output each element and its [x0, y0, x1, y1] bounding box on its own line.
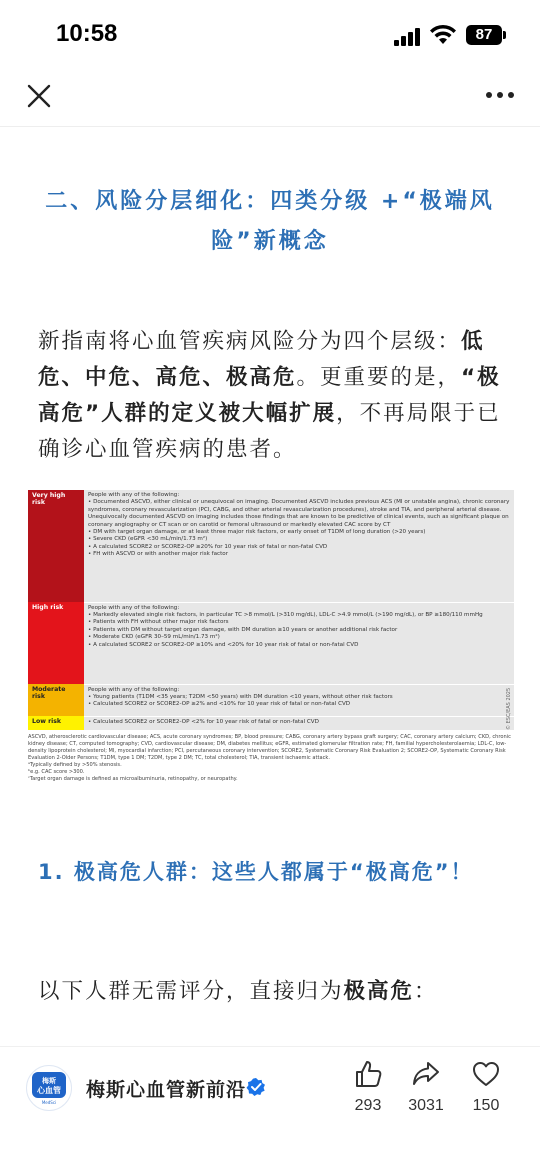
risk-description — [84, 490, 514, 602]
risk-item: • A calculated SCORE2 or SCORE2-OP ≥20% for 10 year risk of fatal or non-fatal CVD — [88, 543, 328, 550]
risk-item: • Calculated SCORE2 or SCORE2-OP ≥2% and <10% for 10 year risk of fatal or non-fatal CVD — [88, 701, 351, 708]
copyright-watermark: © ESC/EAS 2025 — [506, 687, 512, 730]
risk-row-high — [28, 602, 514, 684]
intro-paragraph — [38, 324, 508, 468]
risk-category: Moderate risk — [28, 684, 84, 716]
nav-divider — [0, 126, 540, 127]
risk-header: People with any of the following: — [88, 492, 180, 498]
table-footnotes — [28, 734, 514, 783]
footnote: ASCVD, atherosclerotic cardiovascular disease; ACS, acute coronary syndromes; BP, blood pressure; CABG, coronary artery bypass graft surgery; CAC, coronary artery calcium; CKD, chronic kidney disease; CT, computed tomography; CVD, cardiovascular disease; DM, diabetes mellitus; eGFR, estimated glomerular filtration rate; FH, familial hypercholesterolaemia; LDL-C, low-density lipoprotein cholesterol; MI, myocardial infarction; PCI, percutaneous coronary intervention; SCORE2, Systematic Coronary Risk Evaluation 2; SCORE2-OP, Systematic Coronary Risk Evaluation 2-Older Persons; T1DM, type 1 DM; T2DM, type 2 DM; TC, total cholesterol; TIA, transient ischaemic attack. — [28, 734, 511, 761]
risk-category: High risk — [28, 602, 84, 684]
risk-item: • Patients with FH without other major risk factors — [88, 619, 229, 626]
para-highlight: “极高危”人群的定义被大幅扩展 — [38, 365, 501, 426]
footnote: ᵃTypically defined by >50% stenosis. — [28, 762, 122, 768]
verified-badge-icon — [246, 1077, 266, 1097]
risk-row-moderate — [28, 684, 514, 716]
risk-item: • Patients with DM without target organ damage, with DM duration ≥10 years or another additional risk factor — [88, 626, 398, 633]
risk-description — [84, 716, 514, 730]
footnote: ᵇe.g. CAC score >300. — [28, 769, 85, 775]
para2-text: 以下人群无需评分，直接归为 — [38, 979, 344, 1004]
risk-item: • A calculated SCORE2 or SCORE2-OP ≥10% and <20% for 10 year risk of fatal or non-fatal CVD — [88, 641, 359, 648]
risk-item: • Markedly elevated single risk factors, in particular TC >8 mmol/L (>310 mg/dL), LDL-C >4.9 mmol/L (>190 mg/dL), or BP ≥180/110 mmHg — [88, 611, 483, 618]
bottom-action-bar — [0, 1046, 540, 1169]
share-arrow-icon — [411, 1059, 441, 1089]
battery-indicator: 87 — [466, 25, 502, 45]
risk-table — [28, 490, 514, 731]
risk-item: • Documented ASCVD, either clinical or unequivocal on imaging. Documented ASCVD includes previous ACS (MI or unstable angina), chronic coronary syndromes, coronary revascularization (PCI, CABG, and other arterial revascularization procedures), stroke and TIA, and peripheral arterial disease. Unequivocally documented ASCVD on imaging includes those findings that are known to be predictive of clinical events, such as significant plaque on coronary angiography or CT scan or on carotid or femoral ultrasound or markedly elevated CAC score by CT — [88, 499, 510, 528]
share-count: 3031 — [408, 1097, 444, 1114]
favorite-count: 150 — [472, 1097, 500, 1114]
share-button[interactable] — [396, 1059, 456, 1115]
logo-line2: 心血管 — [37, 1086, 61, 1095]
favorite-button[interactable] — [456, 1059, 516, 1115]
logo-line1: 梅斯 — [42, 1077, 56, 1085]
risk-item: • Calculated SCORE2 or SCORE2-OP <2% for 10 year risk of fatal or non-fatal CVD — [88, 718, 319, 725]
risk-levels: 低危、中危、高危、极高危 — [38, 329, 485, 390]
para2-end: ： — [414, 979, 438, 1004]
logo-line3: MedSci — [41, 1100, 57, 1105]
risk-row-low — [28, 716, 514, 730]
heart-icon — [471, 1059, 501, 1089]
risk-row-very-high — [28, 490, 514, 602]
risk-header: People with any of the following: — [88, 604, 180, 611]
risk-item: • Young patients (T1DM <35 years; T2DM <50 years) with DM duration <10 years, without other risk factors — [88, 693, 393, 700]
para-mid: 。更重要的是， — [296, 365, 462, 390]
risk-header: People with any of the following: — [88, 686, 180, 693]
status-time: 10:58 — [56, 20, 118, 47]
logo-badge — [32, 1072, 66, 1098]
thumbs-up-icon — [353, 1059, 383, 1089]
risk-item: • DM with target organ damage, or at least three major risk factors, or early onset of T1DM of long duration (>20 years) — [88, 529, 426, 536]
account-avatar[interactable] — [26, 1065, 72, 1111]
paragraph-2 — [38, 976, 508, 1008]
like-button[interactable] — [338, 1059, 398, 1115]
account-name[interactable]: 梅斯心血管新前沿 — [86, 1079, 247, 1101]
risk-category: Low risk — [28, 716, 84, 730]
risk-item: • FH with ASCVD or with another major risk factor — [88, 551, 229, 558]
risk-description — [84, 602, 514, 684]
status-bar — [0, 0, 540, 72]
risk-description — [84, 684, 514, 716]
para-intro: 新指南将心血管疾病风险分为四个层级： — [38, 329, 462, 354]
more-icon[interactable] — [486, 92, 516, 100]
like-count: 293 — [354, 1097, 382, 1114]
footnote: ᶜTarget organ damage is defined as microalbuminuria, retinopathy, or neuropathy. — [28, 776, 238, 782]
para-end: ，不再局限于已确诊心血管疾病的患者。 — [38, 401, 501, 462]
subheading: 1. 极高危人群：这些人都属于“极高危”！ — [38, 860, 474, 884]
top-nav — [0, 72, 540, 124]
cellular-signal-icon — [394, 28, 422, 46]
wifi-icon — [429, 24, 457, 46]
section-title: 二、风险分层细化：四类分级 +“极端风险”新概念 — [45, 189, 495, 254]
risk-category-table-image[interactable] — [28, 490, 514, 796]
risk-item: • Severe CKD (eGFR <30 mL/min/1.73 m²) — [88, 536, 208, 543]
risk-item: • Moderate CKD (eGFR 30–59 mL/min/1.73 m²) — [88, 634, 220, 641]
risk-category: Very high risk — [28, 490, 84, 602]
para2-bold: 极高危 — [343, 979, 415, 1004]
close-icon[interactable] — [26, 83, 52, 109]
